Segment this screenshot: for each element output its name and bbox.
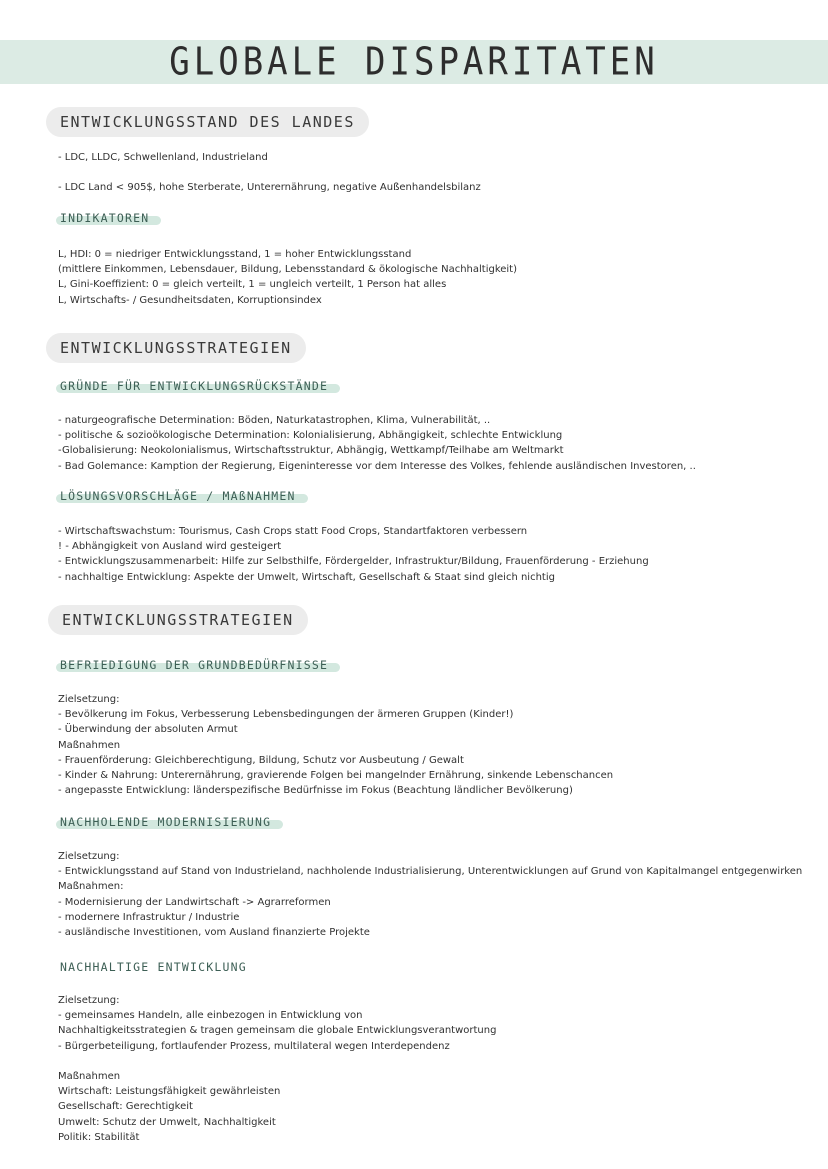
text-line: Umwelt: Schutz der Umwelt, Nachhaltigkeit [58, 1116, 276, 1128]
text-line: - gemeinsames Handeln, alle einbezogen in Entwicklung von [58, 1010, 363, 1022]
text-line: - LDC Land < 905$, hohe Sterberate, Unterernährung, negative Außenhandelsbilanz [58, 182, 481, 194]
text-line: ! - Abhängigkeit von Ausland wird gesteigert [58, 541, 282, 553]
section-heading-entwicklungsstand: ENTWICKLUNGSSTAND DES LANDES [46, 107, 369, 137]
text-line: - LDC, LLDC, Schwellenland, Industrieland [58, 152, 268, 163]
block-modernisierung [58, 849, 802, 940]
text-line: - ausländische Investitionen, vom Ausland finanzierte Projekte [58, 926, 370, 938]
text-line: Zielsetzung: [58, 851, 120, 862]
section-heading-entwicklungsstrategien-2: ENTWICKLUNGSSTRATEGIEN [48, 605, 308, 635]
text-line: Maßnahmen [58, 739, 121, 751]
section-heading-entwicklungsstrategien-1: ENTWICKLUNGSSTRATEGIEN [46, 333, 306, 363]
text-line: L, Wirtschafts- / Gesundheitsdaten, Korruptionsindex [58, 294, 322, 306]
text-line: - angepasste Entwicklung: länderspezifische Bedürfnisse im Fokus (Beachtung ländlicher Bevölkerung) [58, 785, 573, 797]
text-line: -Globalisierung: Neokolonialismus, Wirtschaftsstruktur, Abhängig, Wettkampf/Teilhabe am Weltmarkt [58, 445, 564, 457]
text-line: Zielsetzung: [58, 995, 120, 1006]
text-line: Maßnahmen: [58, 881, 124, 893]
text-line [58, 1054, 496, 1069]
subheading-indikatoren: INDIKATOREN [60, 209, 149, 227]
block-nachhaltig [58, 993, 496, 1145]
text-line: - Entwicklungszusammenarbeit: Hilfe zur Selbsthilfe, Fördergelder, Infrastruktur/Bildung, Frauenförderung - Erziehung [58, 556, 649, 568]
block-stand [58, 150, 481, 196]
text-line: (mittlere Einkommen, Lebensdauer, Bildung, Lebensstandard & ökologische Nachhaltigkeit) [58, 264, 518, 276]
text-line: - Wirtschaftswachstum: Tourismus, Cash Crops statt Food Crops, Standartfaktoren verbessern [58, 526, 528, 537]
text-line: Zielsetzung: [58, 694, 120, 705]
block-indikatoren [58, 247, 517, 308]
text-line: - Überwindung der absoluten Armut [58, 724, 238, 736]
text-line: - Entwicklungsstand auf Stand von Industrieland, nachholende Industrialisierung, Unterentwicklungen auf Grund von Kapitalmangel entgegenwirken [58, 866, 803, 878]
subheading-modernisierung: NACHHOLENDE MODERNISIERUNG [60, 813, 271, 831]
text-line: - Modernisierung der Landwirtschaft -> Agrarreformen [58, 896, 331, 908]
text-line: - Frauenförderung: Gleichberechtigung, Bildung, Schutz vor Ausbeutung / Gewalt [58, 754, 464, 766]
text-line: L, HDI: 0 = niedriger Entwicklungsstand, 1 = hoher Entwicklungsstand [58, 249, 412, 260]
text-line: - Bürgerbeteiligung, fortlaufender Prozess, multilateral wegen Interdependenz [58, 1040, 450, 1052]
text-line: Maßnahmen [58, 1070, 121, 1082]
text-line: - nachhaltige Entwicklung: Aspekte der Umwelt, Wirtschaft, Gesellschaft & Staat sind gleich nichtig [58, 571, 555, 583]
text-line: - politische & sozioökologische Determination: Kolonialisierung, Abhängigkeit, schlechte Entwicklung [58, 430, 563, 442]
block-loesungen [58, 524, 649, 585]
block-gruende [58, 413, 696, 474]
text-line: - naturgeografische Determination: Böden, Naturkatastrophen, Klima, Vulnerabilität, .. [58, 415, 491, 426]
text-line: Nachhaltigkeitsstrategien & tragen gemeinsam die globale Entwicklungsverantwortung [58, 1025, 497, 1037]
text-line: Politik: Stabilität [58, 1131, 140, 1143]
text-line: - Bevölkerung im Fokus, Verbesserung Lebensbedingungen der ärmeren Gruppen (Kinder!) [58, 709, 514, 721]
subheading-gruende: GRÜNDE FÜR ENTWICKLUNGSRÜCKSTÄNDE [60, 377, 328, 395]
subheading-nachhaltig: NACHHALTIGE ENTWICKLUNG [60, 960, 247, 974]
text-line: - Kinder & Nahrung: Unterernährung, gravierende Folgen bei mangelnder Ernährung, sinkende Lebenschancen [58, 769, 614, 781]
subheading-grundbeduerfnisse: BEFRIEDIGUNG DER GRUNDBEDÜRFNISSE [60, 656, 328, 674]
subheading-loesungen: LÖSUNGSVORSCHLÄGE / MAßNAHMEN [60, 487, 296, 505]
text-line: L, Gini-Koeffizient: 0 = gleich verteilt, 1 = ungleich verteilt, 1 Person hat alles [58, 279, 447, 291]
text-line: - Bad Golemance: Kamption der Regierung, Eigeninteresse vor dem Interesse des Volkes, fehlende ausländischen Investoren, .. [58, 460, 696, 472]
text-line: Wirtschaft: Leistungsfähigkeit gewährleisten [58, 1086, 281, 1098]
text-line: - modernere Infrastruktur / Industrie [58, 911, 240, 923]
page-title: GLOBALE DISPARITATEN [169, 39, 659, 85]
text-line: Gesellschaft: Gerechtigkeit [58, 1101, 193, 1113]
block-grundbeduerfnisse [58, 692, 613, 798]
